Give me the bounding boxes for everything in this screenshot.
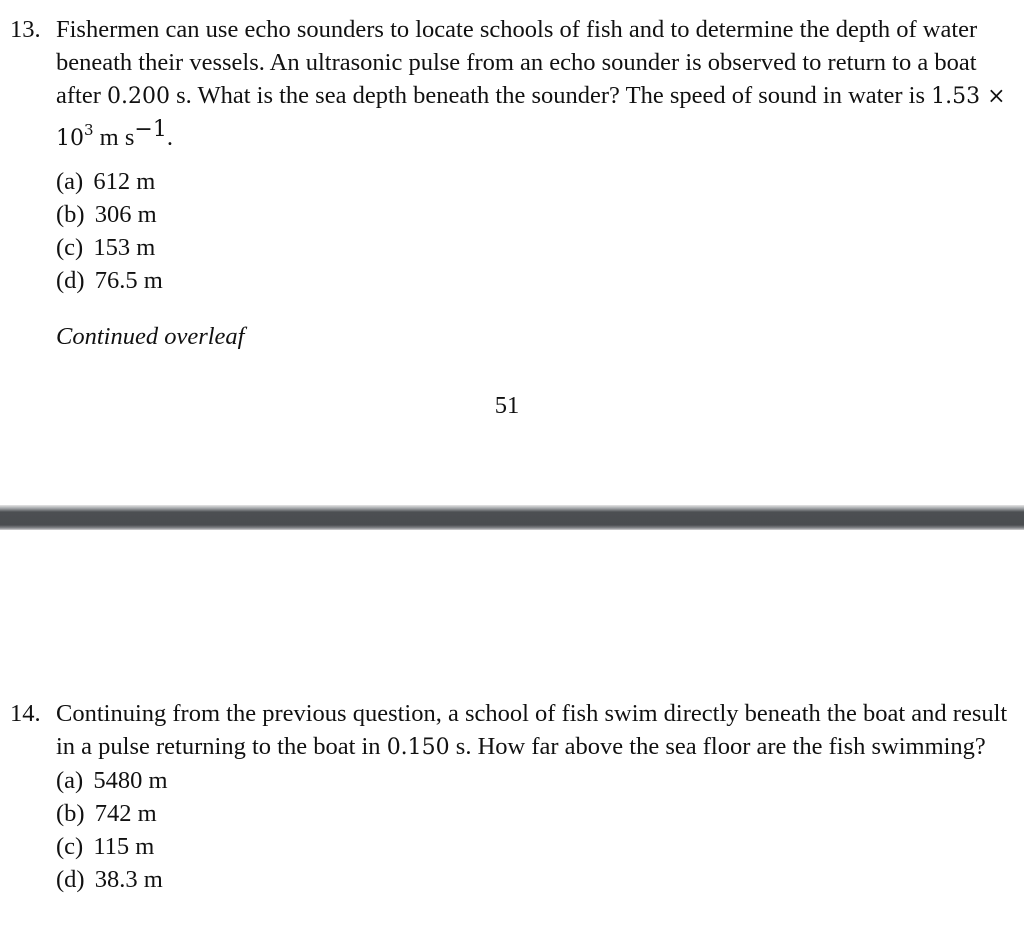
option-value: 76.5 m xyxy=(94,267,163,295)
question-14 xyxy=(10,697,1016,896)
question-text-middle: . What is the sea depth beneath the sounder? The speed of sound in water is xyxy=(185,82,932,109)
answer-option-c[interactable] xyxy=(56,830,1016,863)
question-number: 13. xyxy=(10,16,41,43)
answer-option-a[interactable] xyxy=(56,165,1016,198)
speed-mantissa: 1.53 × 10 xyxy=(56,84,1006,152)
option-value: 5480 m xyxy=(93,767,168,794)
time-value: 0.200 xyxy=(107,84,170,109)
option-value: 153 m xyxy=(93,234,156,262)
page-separator xyxy=(0,505,1024,530)
answer-option-d[interactable] xyxy=(56,863,1016,896)
speed-unit-exponent: −1 xyxy=(134,117,167,142)
continued-overleaf-note: Continued overleaf xyxy=(56,323,245,350)
option-label: (c) xyxy=(56,833,84,860)
question-text-end: . How far above the sea floor are the fish swimming? xyxy=(465,733,986,760)
speed-exponent: 3 xyxy=(84,120,94,139)
page-number: 51 xyxy=(494,392,520,419)
option-label: (d) xyxy=(56,866,85,893)
answer-option-c[interactable] xyxy=(56,231,1016,264)
option-label: (a) xyxy=(56,168,84,196)
option-label: (b) xyxy=(56,800,85,827)
answer-option-b[interactable] xyxy=(56,198,1016,231)
question-text xyxy=(56,697,1016,764)
option-label: (c) xyxy=(56,234,84,262)
time-value: 0.150 xyxy=(386,735,450,760)
option-label: (a) xyxy=(56,767,84,794)
option-value: 612 m xyxy=(93,168,156,196)
question-number: 14. xyxy=(10,700,41,727)
answer-option-a[interactable] xyxy=(56,764,1016,797)
question-text-lead: Continuing from the previous question, a school of fish swim directly beneath the boat and result in a pulse returning to the boat in xyxy=(56,700,1008,760)
speed-unit-base: m s xyxy=(93,124,135,152)
option-value: 306 m xyxy=(94,201,157,229)
question-text-end: . xyxy=(166,124,173,152)
time-unit: s xyxy=(169,82,186,109)
answer-options xyxy=(56,165,1016,297)
speed-unit xyxy=(93,117,167,152)
option-value: 38.3 m xyxy=(94,866,163,893)
option-label: (b) xyxy=(56,201,85,229)
option-label: (d) xyxy=(56,267,85,295)
answer-option-b[interactable] xyxy=(56,797,1016,830)
answer-options xyxy=(56,764,1016,896)
time-unit: s xyxy=(449,733,466,760)
option-value: 742 m xyxy=(94,800,157,827)
question-text xyxy=(56,13,1016,155)
option-value: 115 m xyxy=(93,833,155,860)
question-13 xyxy=(10,13,1016,297)
answer-option-d[interactable] xyxy=(56,264,1016,297)
question-text-lead: Fishermen can use echo sounders to locate schools of fish and to determine the depth of water beneath their vessels. An ultrasonic pulse from an echo sounder is observed to return to a boat after xyxy=(56,16,978,109)
